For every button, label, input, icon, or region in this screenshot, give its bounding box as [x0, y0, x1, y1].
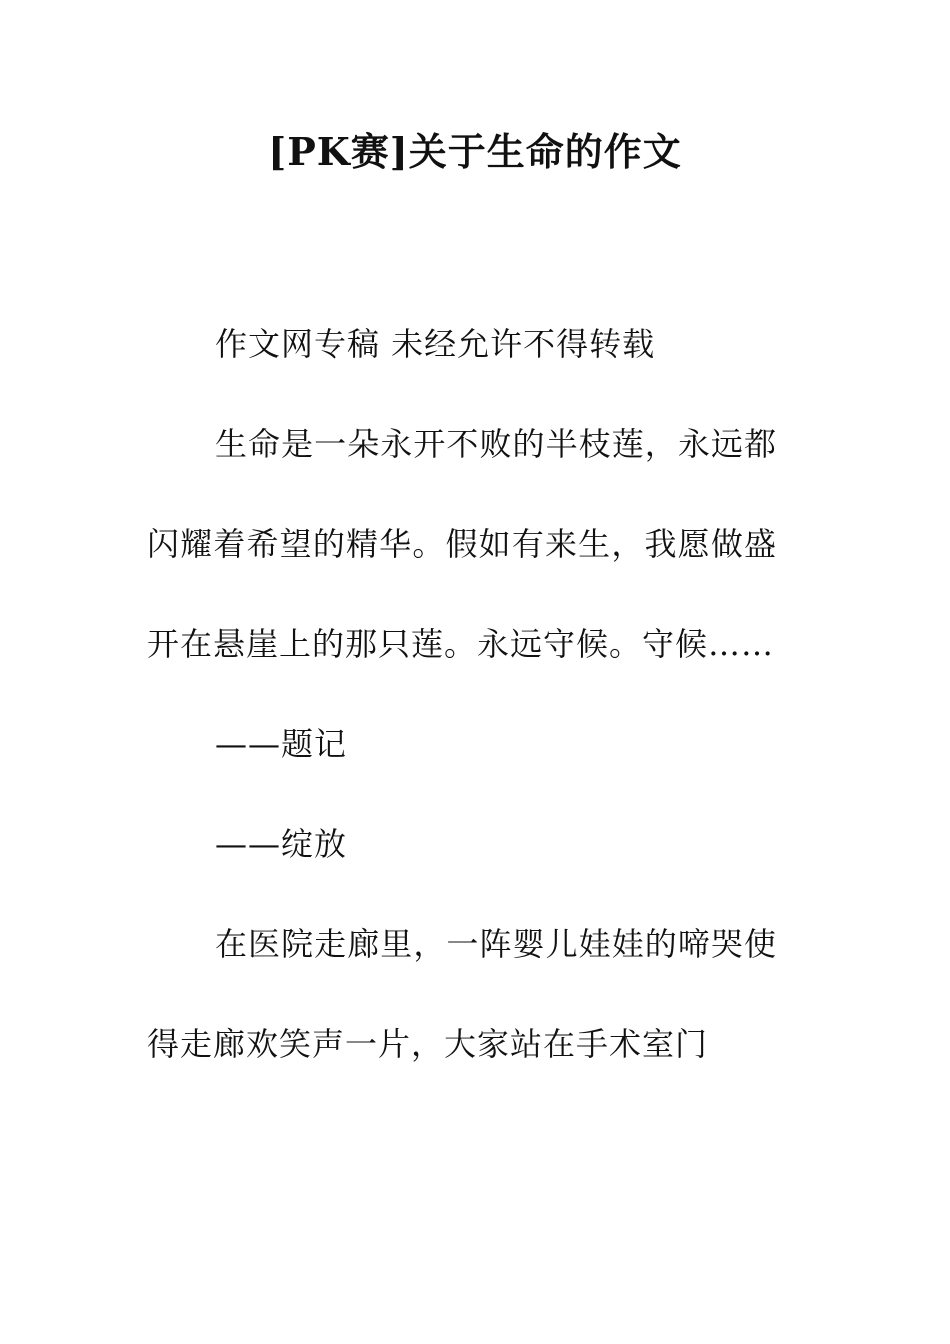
document-body — [147, 294, 777, 1094]
paragraph-intro: 生命是一朵永开不败的半枝莲，永远都闪耀着希望的精华。假如有来生，我愿做盛开在悬崖上的那只莲。永远守候。守候…… — [147, 425, 777, 663]
paragraph-copyright-notice: 作文网专稿 未经允许不得转载 — [215, 325, 656, 363]
document-title: [PK赛]关于生命的作文 — [268, 129, 682, 174]
paragraph-epigraph-label: ——题记 — [215, 725, 348, 763]
paragraph-story-start: 在医院走廊里，一阵婴儿娃娃的啼哭使得走廊欢笑声一片，大家站在手术室门 — [147, 925, 777, 1063]
paragraph-section-heading: ——绽放 — [215, 825, 348, 863]
